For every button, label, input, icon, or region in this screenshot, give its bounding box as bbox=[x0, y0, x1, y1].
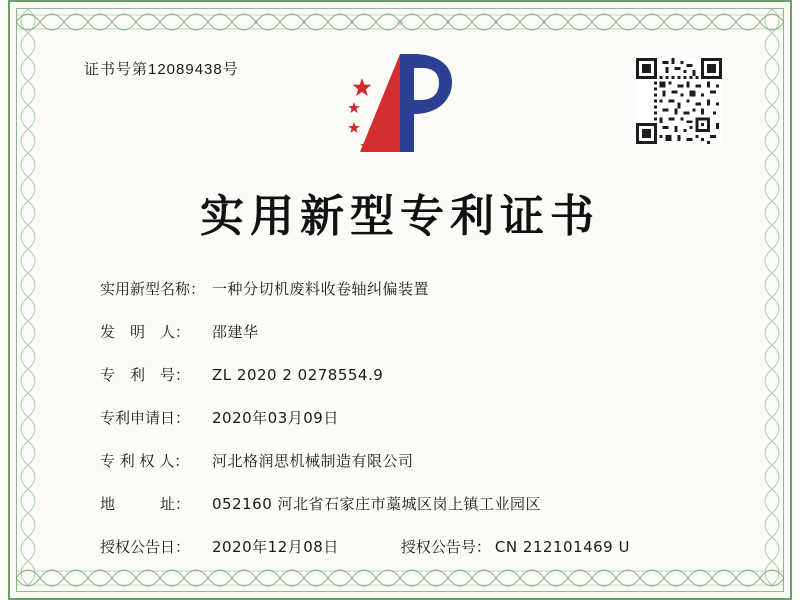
left-ornament-band bbox=[17, 9, 39, 591]
field-label-grant-date: 授权公告日： bbox=[100, 538, 191, 556]
field-value: 一种分切机废料收卷轴纠偏装置 bbox=[212, 280, 430, 298]
field-label: 实用新型名称： bbox=[100, 280, 206, 298]
ornament-pattern-icon bbox=[17, 9, 39, 591]
certificate-number: 证书号第12089438号 bbox=[84, 61, 239, 78]
announcement-number-group bbox=[401, 536, 630, 557]
field-label: 专 利 权 人： bbox=[100, 452, 190, 470]
field-patent-number bbox=[100, 364, 730, 385]
field-inventor bbox=[100, 321, 730, 342]
field-value: 邵建华 bbox=[212, 323, 259, 341]
field-address bbox=[100, 493, 730, 514]
field-value: 河北格润思机械制造有限公司 bbox=[212, 452, 414, 470]
field-patentee bbox=[100, 450, 730, 471]
field-utility-model-name bbox=[100, 278, 730, 299]
field-application-date bbox=[100, 407, 730, 428]
field-value-announcement-number: CN 212101469 U bbox=[494, 538, 630, 556]
top-ornament-band bbox=[16, 9, 784, 35]
logo-mark-icon bbox=[340, 48, 460, 158]
ornament-pattern-icon bbox=[761, 9, 783, 591]
field-label: 专 利 号： bbox=[100, 366, 191, 384]
field-label-announcement-number: 授权公告号： bbox=[400, 538, 491, 556]
field-label: 发 明 人： bbox=[100, 323, 191, 341]
bottom-ornament-band bbox=[16, 565, 784, 591]
field-label: 专利申请日： bbox=[100, 409, 191, 427]
field-label: 地 址： bbox=[100, 495, 191, 513]
field-grant-row bbox=[100, 536, 730, 557]
qr-matrix-icon bbox=[636, 58, 722, 144]
right-ornament-band bbox=[761, 9, 783, 591]
field-value: ZL 2020 2 0278554.9 bbox=[212, 366, 384, 384]
field-value-grant-date: 2020年12月08日 bbox=[212, 538, 339, 556]
field-list bbox=[100, 278, 730, 557]
page-title: 实用新型专利证书 bbox=[200, 191, 600, 242]
ornament-pattern-icon bbox=[16, 565, 784, 591]
qr-code-icon bbox=[636, 58, 722, 144]
ornament-pattern-icon bbox=[16, 9, 784, 35]
field-value: 2020年03月09日 bbox=[212, 409, 339, 427]
field-value: 052160 河北省石家庄市藁城区岗上镇工业园区 bbox=[212, 495, 542, 513]
cnipa-logo-icon bbox=[340, 48, 460, 158]
